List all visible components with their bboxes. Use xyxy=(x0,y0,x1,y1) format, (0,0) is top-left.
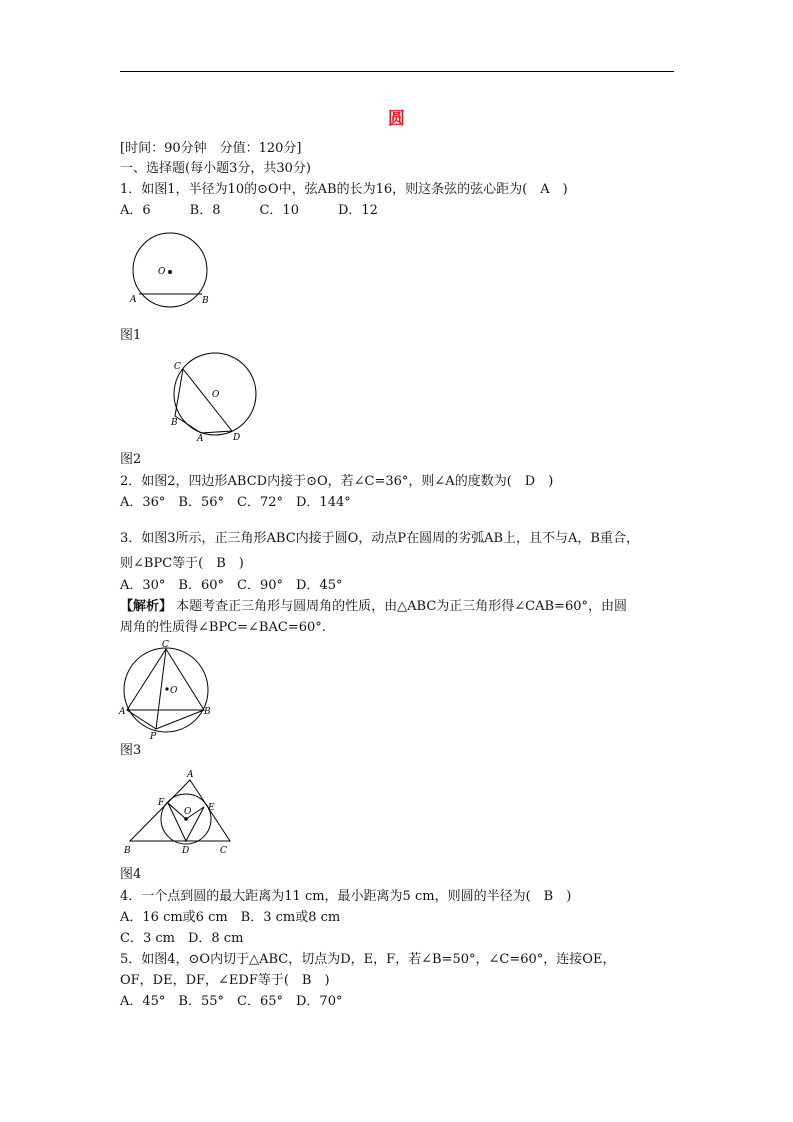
fig4-triangle-abc xyxy=(130,780,230,841)
question-1-options: A．6 B．8 C．10 D．12 xyxy=(120,203,378,218)
fig3-label-a: A xyxy=(119,707,126,717)
section-heading: 一、选择题(每小题3分，共30分) xyxy=(120,161,311,176)
fig4-center-dot xyxy=(184,817,188,821)
question-2-options: A．36° B．56° C．72° D．144° xyxy=(120,495,351,510)
question-3-stem-line2: 则∠BPC等于( B ) xyxy=(120,556,244,571)
fig2-quadrilateral xyxy=(175,369,232,433)
fig1-label-a: A xyxy=(130,295,137,305)
figure-1-caption: 图1 xyxy=(120,328,142,343)
fig1-label-o: O xyxy=(158,267,166,277)
fig4-label-b: B xyxy=(124,846,131,856)
question-4-stem: 4．一个点到圆的最大距离为11 cm，最小距离为5 cm，则圆的半径为( B ) xyxy=(120,889,572,904)
exam-meta: [时间：90分钟 分值：120分] xyxy=(120,141,302,156)
question-5-options: A．45° B．55° C．65° D．70° xyxy=(120,994,343,1009)
fig4-label-a: A xyxy=(187,770,194,780)
question-5-stem-line2: OF，DE，DF，∠EDF等于( B ) xyxy=(120,973,330,988)
fig2-label-d: D xyxy=(233,433,241,443)
fig4-label-f: F xyxy=(158,798,165,808)
fig3-line-ap xyxy=(127,710,156,729)
fig3-label-o: O xyxy=(170,686,178,696)
question-4-options-line2: C．3 cm D．8 cm xyxy=(120,931,244,946)
question-5-stem-line1: 5．如图4，⊙O内切于△ABC，切点为D，E，F，若∠B=50°，∠C=60°，连接OE， xyxy=(120,952,616,967)
figure-3 xyxy=(118,638,218,742)
figure-1 xyxy=(124,232,216,312)
question-4-options-line1: A．16 cm或6 cm B．3 cm或8 cm xyxy=(120,910,341,925)
question-3-analysis-line2: 周角的性质得∠BPC=∠BAC=60°. xyxy=(120,620,326,635)
question-1-stem: 1．如图1，半径为10的⊙O中，弦AB的长为16，则这条弦的弦心距为( A ) xyxy=(120,182,568,197)
fig2-label-c: C xyxy=(174,362,181,372)
figure-2 xyxy=(166,349,260,445)
header-rule xyxy=(120,71,674,72)
question-3-options: A．30° B．60° C．90° D．45° xyxy=(120,578,343,593)
fig1-center-dot xyxy=(168,270,172,274)
figure-3-caption: 图3 xyxy=(120,743,142,758)
question-3-analysis-line1 xyxy=(120,597,627,617)
question-2-stem: 2．如图2，四边形ABCD内接于⊙O，若∠C=36°，则∠A的度数为( D ) xyxy=(120,474,554,489)
fig3-label-p: P xyxy=(150,732,157,742)
figure-4 xyxy=(120,768,236,860)
fig3-label-c: C xyxy=(162,640,169,650)
fig4-label-e: E xyxy=(208,803,215,813)
figure-2-caption: 图2 xyxy=(120,452,142,467)
analysis-text-1: 本题考查正三角形与圆周角的性质，由△ABC为正三角形得∠CAB=60°，由圆 xyxy=(172,599,627,614)
analysis-tag: 【解析】 xyxy=(120,599,173,614)
fig2-label-a: A xyxy=(197,434,204,444)
fig3-label-b: B xyxy=(204,707,211,717)
fig1-label-b: B xyxy=(202,296,209,306)
fig3-center-dot xyxy=(165,687,168,690)
fig4-label-d: D xyxy=(182,846,190,856)
fig4-label-o: O xyxy=(184,807,192,817)
fig4-label-c: C xyxy=(220,846,227,856)
fig2-label-b: B xyxy=(171,418,178,428)
figure-4-caption: 图4 xyxy=(120,867,142,882)
fig2-label-o: O xyxy=(212,390,220,400)
question-3-stem-line1: 3．如图3所示，正三角形ABC内接于圆O，动点P在圆周的劣弧AB上，且不与A，B重合， xyxy=(120,531,639,546)
page-title: 圆 xyxy=(388,109,405,129)
